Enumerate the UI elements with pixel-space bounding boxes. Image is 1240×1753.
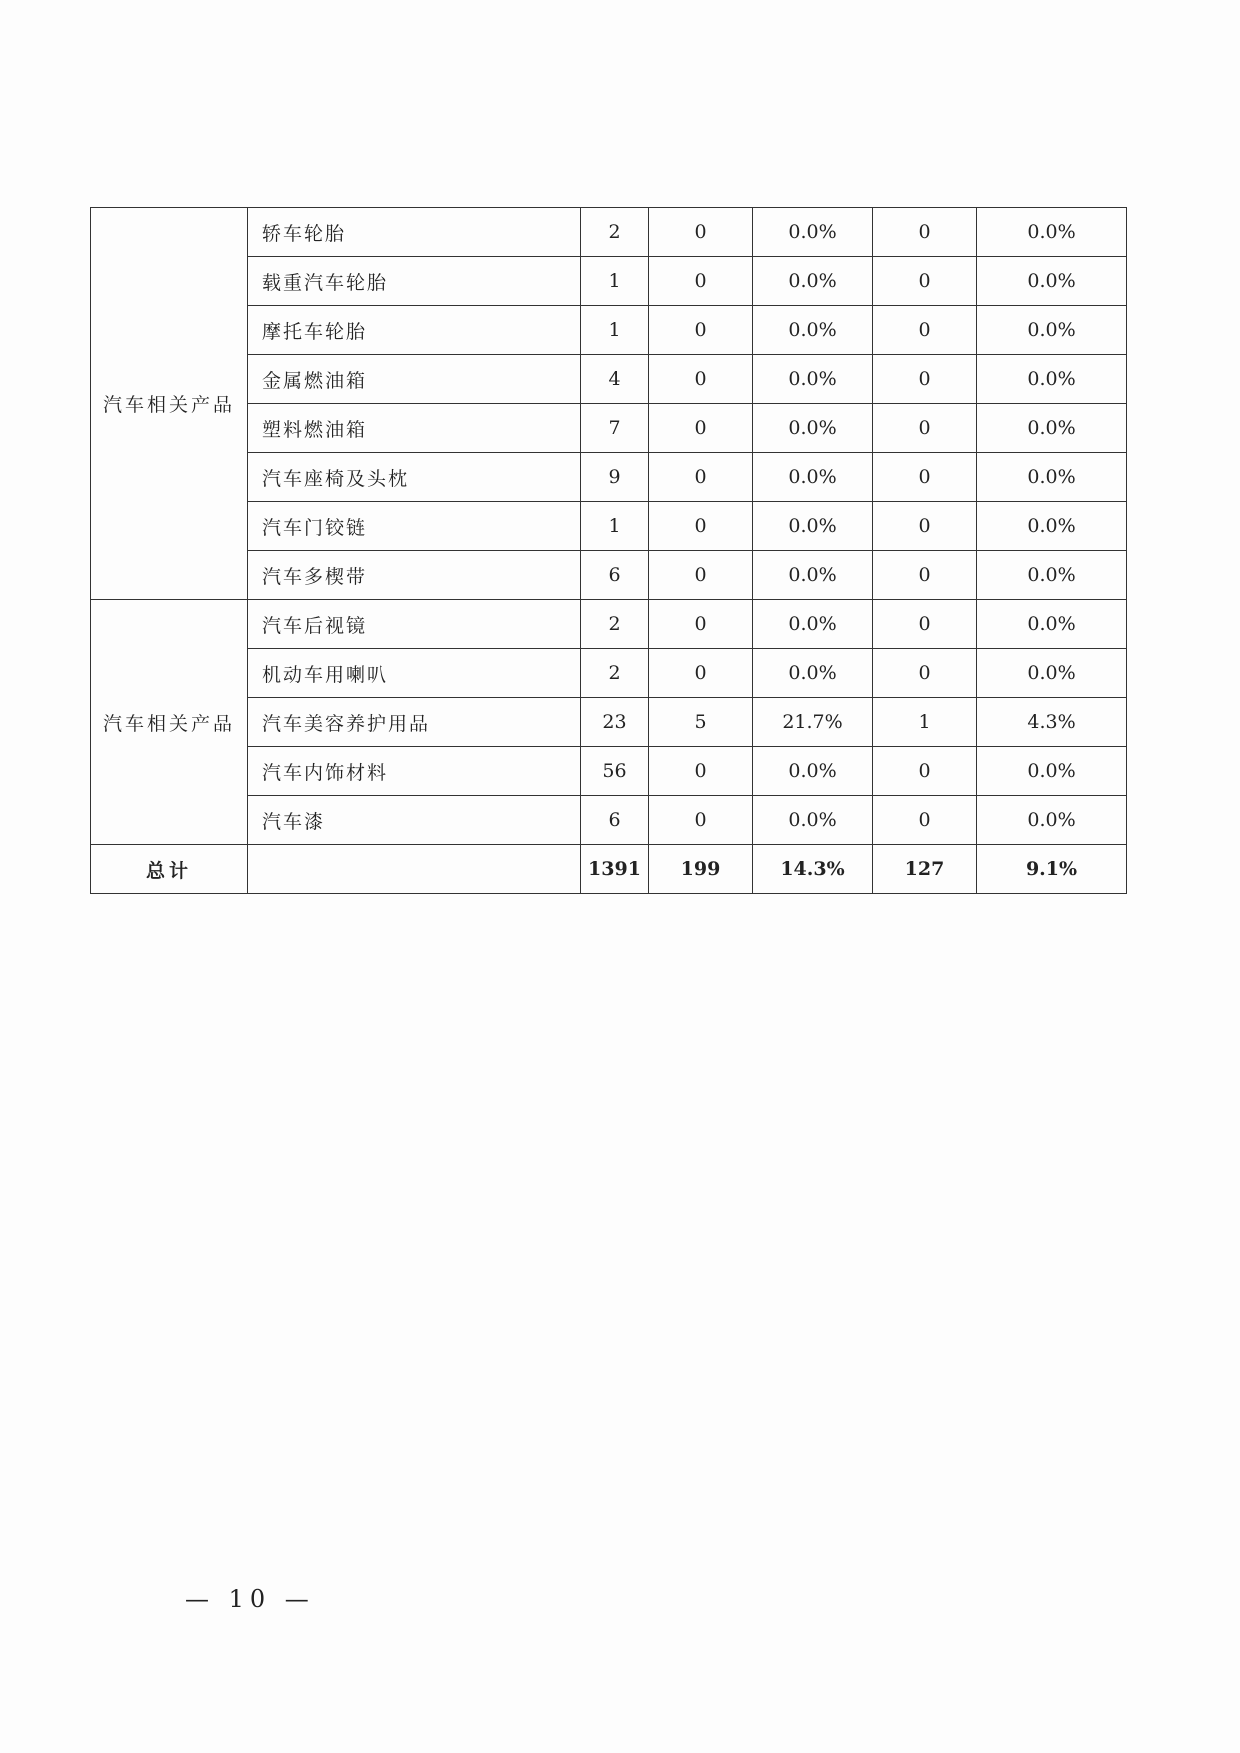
table-row: [91, 208, 1127, 257]
rate-cell: 0.0%: [977, 502, 1127, 551]
rate-cell: 0.0%: [753, 747, 873, 796]
rate-cell: 0.0%: [977, 355, 1127, 404]
product-name-cell: 金属燃油箱: [248, 355, 581, 404]
count-cell: 0: [649, 306, 753, 355]
page-number: — 10 —: [185, 1585, 315, 1613]
product-name-cell: 汽车门铰链: [248, 502, 581, 551]
total-rate-cell: 14.3%: [753, 845, 873, 894]
product-name-cell: 汽车美容养护用品: [248, 698, 581, 747]
count-cell: 2: [581, 600, 649, 649]
count-cell: 56: [581, 747, 649, 796]
count-cell: 0: [649, 747, 753, 796]
total-count-cell: 199: [649, 845, 753, 894]
rate-cell: 0.0%: [977, 796, 1127, 845]
total-count-cell: 127: [873, 845, 977, 894]
count-cell: 0: [649, 257, 753, 306]
rate-cell: 0.0%: [977, 747, 1127, 796]
count-cell: 0: [649, 502, 753, 551]
total-count-cell: 1391: [581, 845, 649, 894]
count-cell: 7: [581, 404, 649, 453]
total-rate-cell: 9.1%: [977, 845, 1127, 894]
rate-cell: 0.0%: [977, 600, 1127, 649]
total-item-cell: [248, 845, 581, 894]
product-name-cell: 机动车用喇叭: [248, 649, 581, 698]
total-row: [91, 845, 1127, 894]
count-cell: 0: [873, 355, 977, 404]
count-cell: 9: [581, 453, 649, 502]
count-cell: 0: [649, 453, 753, 502]
count-cell: 23: [581, 698, 649, 747]
count-cell: 2: [581, 649, 649, 698]
rate-cell: 0.0%: [753, 306, 873, 355]
rate-cell: 0.0%: [753, 404, 873, 453]
count-cell: 0: [649, 355, 753, 404]
count-cell: 0: [873, 747, 977, 796]
rate-cell: 0.0%: [753, 796, 873, 845]
count-cell: 0: [873, 502, 977, 551]
product-name-cell: 汽车内饰材料: [248, 747, 581, 796]
count-cell: 0: [873, 453, 977, 502]
product-name-cell: 汽车后视镜: [248, 600, 581, 649]
rate-cell: 0.0%: [977, 453, 1127, 502]
rate-cell: 0.0%: [977, 257, 1127, 306]
count-cell: 0: [649, 796, 753, 845]
count-cell: 5: [649, 698, 753, 747]
count-cell: 0: [649, 208, 753, 257]
count-cell: 6: [581, 796, 649, 845]
rate-cell: 0.0%: [753, 355, 873, 404]
rate-cell: 0.0%: [977, 404, 1127, 453]
count-cell: 0: [873, 404, 977, 453]
product-name-cell: 载重汽车轮胎: [248, 257, 581, 306]
table-row: [91, 600, 1127, 649]
count-cell: 1: [581, 257, 649, 306]
count-cell: 0: [873, 796, 977, 845]
count-cell: 0: [649, 649, 753, 698]
product-name-cell: 轿车轮胎: [248, 208, 581, 257]
count-cell: 0: [649, 600, 753, 649]
count-cell: 0: [873, 551, 977, 600]
rate-cell: 21.7%: [753, 698, 873, 747]
rate-cell: 0.0%: [753, 208, 873, 257]
product-name-cell: 汽车漆: [248, 796, 581, 845]
count-cell: 0: [649, 404, 753, 453]
count-cell: 0: [873, 257, 977, 306]
count-cell: 0: [649, 551, 753, 600]
count-cell: 0: [873, 306, 977, 355]
count-cell: 0: [873, 600, 977, 649]
rate-cell: 0.0%: [753, 551, 873, 600]
rate-cell: 0.0%: [753, 453, 873, 502]
rate-cell: 0.0%: [753, 649, 873, 698]
category-cell: 汽车相关产品: [91, 208, 248, 600]
count-cell: 1: [581, 306, 649, 355]
count-cell: 0: [873, 649, 977, 698]
product-name-cell: 汽车多楔带: [248, 551, 581, 600]
count-cell: 6: [581, 551, 649, 600]
rate-cell: 0.0%: [977, 306, 1127, 355]
product-name-cell: 汽车座椅及头枕: [248, 453, 581, 502]
category-cell: 汽车相关产品: [91, 600, 248, 845]
rate-cell: 0.0%: [977, 649, 1127, 698]
rate-cell: 0.0%: [753, 600, 873, 649]
count-cell: 1: [581, 502, 649, 551]
rate-cell: 0.0%: [977, 551, 1127, 600]
statistics-table: [90, 207, 1127, 894]
rate-cell: 0.0%: [977, 208, 1127, 257]
count-cell: 2: [581, 208, 649, 257]
rate-cell: 0.0%: [753, 502, 873, 551]
total-label-cell: 总计: [91, 845, 248, 894]
count-cell: 0: [873, 208, 977, 257]
count-cell: 4: [581, 355, 649, 404]
product-name-cell: 摩托车轮胎: [248, 306, 581, 355]
rate-cell: 0.0%: [753, 257, 873, 306]
product-name-cell: 塑料燃油箱: [248, 404, 581, 453]
rate-cell: 4.3%: [977, 698, 1127, 747]
count-cell: 1: [873, 698, 977, 747]
